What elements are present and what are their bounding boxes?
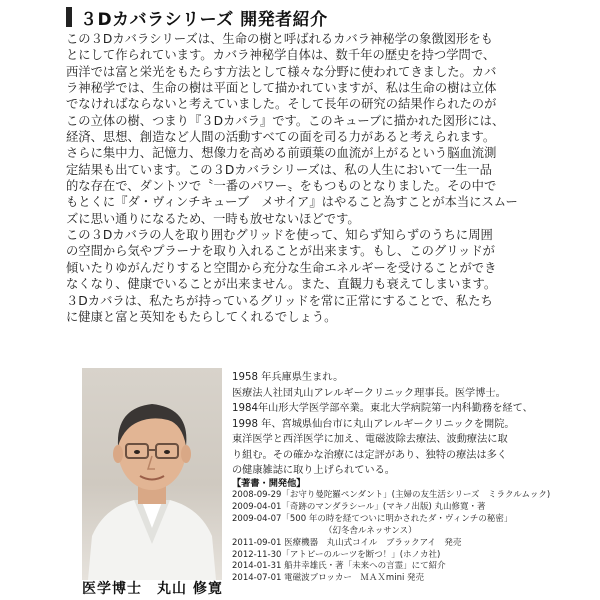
intro-text-line: とにして作られています。カバラ神秘学自体は、数千年の歴史を持つ学問で、 <box>66 48 496 63</box>
portrait-illustration <box>82 368 222 580</box>
intro-text-line: ３Dカバラは、私たちが持っているグリッドを常に正常にすることで、私たち <box>66 293 493 308</box>
developer-name-caption: 医学博士 丸山 修寛 <box>82 581 223 597</box>
intro-text-line: でなければならないと考えていました。そして長年の研究の結果作られたのが <box>66 97 497 112</box>
bio-line: り組む。その確かな治療には定評があり、独特の療法は多く <box>232 449 508 461</box>
works-item: 2014-07-01 電磁波ブロッカー ＭＡＸmini 発売 <box>232 573 425 584</box>
works-item: （幻冬舎ルネッサンス） <box>324 525 417 536</box>
works-item: 2012-11-30「アトピーのルーツを断つ！」(ホノカ社) <box>232 549 441 560</box>
intro-text-line: の空間から気やプラーナを取り入れることが出来ます。もし、このグリッドが <box>66 244 495 259</box>
intro-text-line: さらに集中力、記憶力、想像力を高める前頭葉の血流が上がるという脳血流測 <box>66 146 497 161</box>
intro-text-line: 的な存在で、ダントツで〝一番のパワー〟をもつものとなりました。その中で <box>66 179 497 194</box>
intro-text-line: に健康と富と英知をもたらしてくれるでしょう。 <box>66 309 337 324</box>
intro-text-line: ズに思い通りになるため、一時も放せないほどです。 <box>66 211 360 226</box>
developer-bio <box>232 370 562 479</box>
developer-photo <box>82 368 222 580</box>
works-heading: 【著書・開発他】 <box>232 478 306 489</box>
page-title: ３Dカバラシリーズ 開発者紹介 <box>80 9 328 30</box>
intro-text <box>66 31 538 325</box>
intro-text-line: 傾いたりゆがんだりすると空間から充分な生命エネルギーを受けることができ <box>66 260 497 275</box>
section-header <box>66 6 328 28</box>
bio-line: の健康雑誌に取り上げられている。 <box>232 465 395 477</box>
intro-text-line: 西洋では富と栄光をもたらす方法として様々な分野に使われてきました。カバ <box>66 64 497 79</box>
bio-line: 1958 年兵庫県生まれ。 <box>232 372 344 383</box>
works-item: 2008-09-29「お守り曼陀羅ペンダント」(主婦の友生活シリーズ ミラクルムック) <box>232 490 551 500</box>
header-accent-bar <box>66 7 72 27</box>
intro-text-line: この３Dカバラの人を取り囲むグリッドを使って、知らず知らずのうちに周囲 <box>66 228 493 243</box>
bio-line: 医療法人社団丸山アレルギークリニック理事長。医学博士。 <box>232 387 506 399</box>
intro-text-line: この立体の樹、つまり『３Dカバラ』です。このキューブに描かれた図形には、 <box>66 113 505 128</box>
intro-text-line: 定結果も出ています。この３Dカバラシリーズは、私の人生において一生一品 <box>66 162 492 177</box>
works-list <box>232 490 572 585</box>
intro-text-line: なくなり、健康でいることが出来ません。また、直観力も衰えてしまいます。 <box>66 277 497 292</box>
bio-line: 東洋医学と西洋医学に加え、電磁波除去療法、波動療法に取 <box>232 434 508 446</box>
intro-text-line: この３Dカバラシリーズは、生命の樹と呼ばれるカバラ神秘学の象徴図形をも <box>66 32 493 46</box>
intro-text-line: もとくに『ダ・ヴィンチキューブ メサイア』はやること為すことが本当にスムー <box>66 195 518 210</box>
works-item: 2014-01-31 船井幸雄氏・著「未来への言霊」にて紹介 <box>232 561 446 572</box>
intro-text-line: 経済、思想、創造など人間の活動すべての面を司る力があると考えられます。 <box>66 130 496 145</box>
works-item: 2009-04-07「500 年の時を経てついに明かされたダ・ヴィンチの秘密」 <box>232 513 513 524</box>
intro-text-line: ラ神秘学では、生命の樹は平面として描かれていますが、私は生命の樹は立体 <box>66 81 497 96</box>
works-item: 2011-09-01 医療機器 丸山式コイル ブラックアイ 発売 <box>232 537 462 548</box>
bio-line: 1984年山形大学医学部卒業。東北大学病院第一内科勤務を経て、 <box>232 403 533 415</box>
works-item: 2009-04-01「奇跡のマンダラシール」(マキノ出版) 丸山修寛・著 <box>232 501 486 512</box>
bio-line: 1998 年、宮城県仙台市に丸山アレルギークリニックを開院。 <box>232 418 515 430</box>
